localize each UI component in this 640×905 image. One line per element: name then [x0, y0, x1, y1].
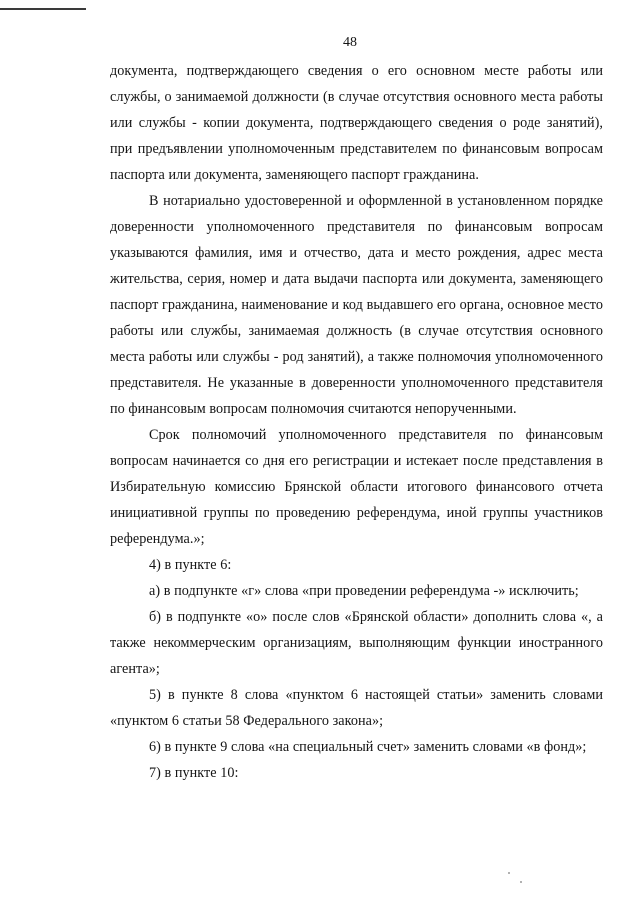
list-item-point-5: 5) в пункте 8 слова «пунктом 6 настоящей статьи» заменить словами «пунктом 6 статьи 58 Федерального закона»;	[110, 687, 603, 729]
list-item-point-4: 4) в пункте 6:	[149, 557, 232, 573]
page-number: 48	[343, 35, 357, 50]
scan-speck	[508, 872, 510, 874]
list-item-point-6: 6) в пункте 9 слова «на специальный счет» заменить словами «в фонд»;	[149, 739, 587, 755]
paragraph-continuation: документа, подтверждающего сведения о его основном месте работы или службы, о занимаемой должности (в случае отсутствия основного места работы или службы - копии документа, подтверждающего сведения о роде занятий), при предъявлении уполномоченным представителем по финансовым вопросам паспорта или документа, заменяющего паспорт гражданина.	[110, 63, 603, 183]
list-item-point-7: 7) в пункте 10:	[149, 765, 239, 781]
scan-speck	[520, 881, 522, 883]
list-item-subpoint-a: а) в подпункте «г» слова «при проведении референдума -» исключить;	[149, 583, 579, 599]
document-body	[110, 58, 603, 786]
list-item-subpoint-b: б) в подпункте «о» после слов «Брянской области» дополнить слова «, а также некоммерческим организациям, выполняющим функции иностранного агента»;	[110, 609, 603, 677]
header-rule	[0, 8, 86, 10]
paragraph-term-of-authority: Срок полномочий уполномоченного представителя по финансовым вопросам начинается со дня его регистрации и истекает после представления в Избирательную комиссию Брянской области итогового финансового отчета инициативной группы по проведению референдума, иной группы участников референдума.»;	[110, 427, 603, 547]
paragraph-power-of-attorney: В нотариально удостоверенной и оформленной в установленном порядке доверенности уполномоченного представителя по финансовым вопросам указываются фамилия, имя и отчество, дата и место рождения, адрес места жительства, серия, номер и дата выдачи паспорта или документа, заменяющего паспорт гражданина, наименование и код выдавшего его органа, основное место работы или службы, занимаемая должность (в случае отсутствия основного места работы или службы - род занятий), а также полномочия уполномоченного представителя. Не указанные в доверенности уполномоченного представителя по финансовым вопросам полномочия считаются непорученными.	[110, 193, 603, 417]
